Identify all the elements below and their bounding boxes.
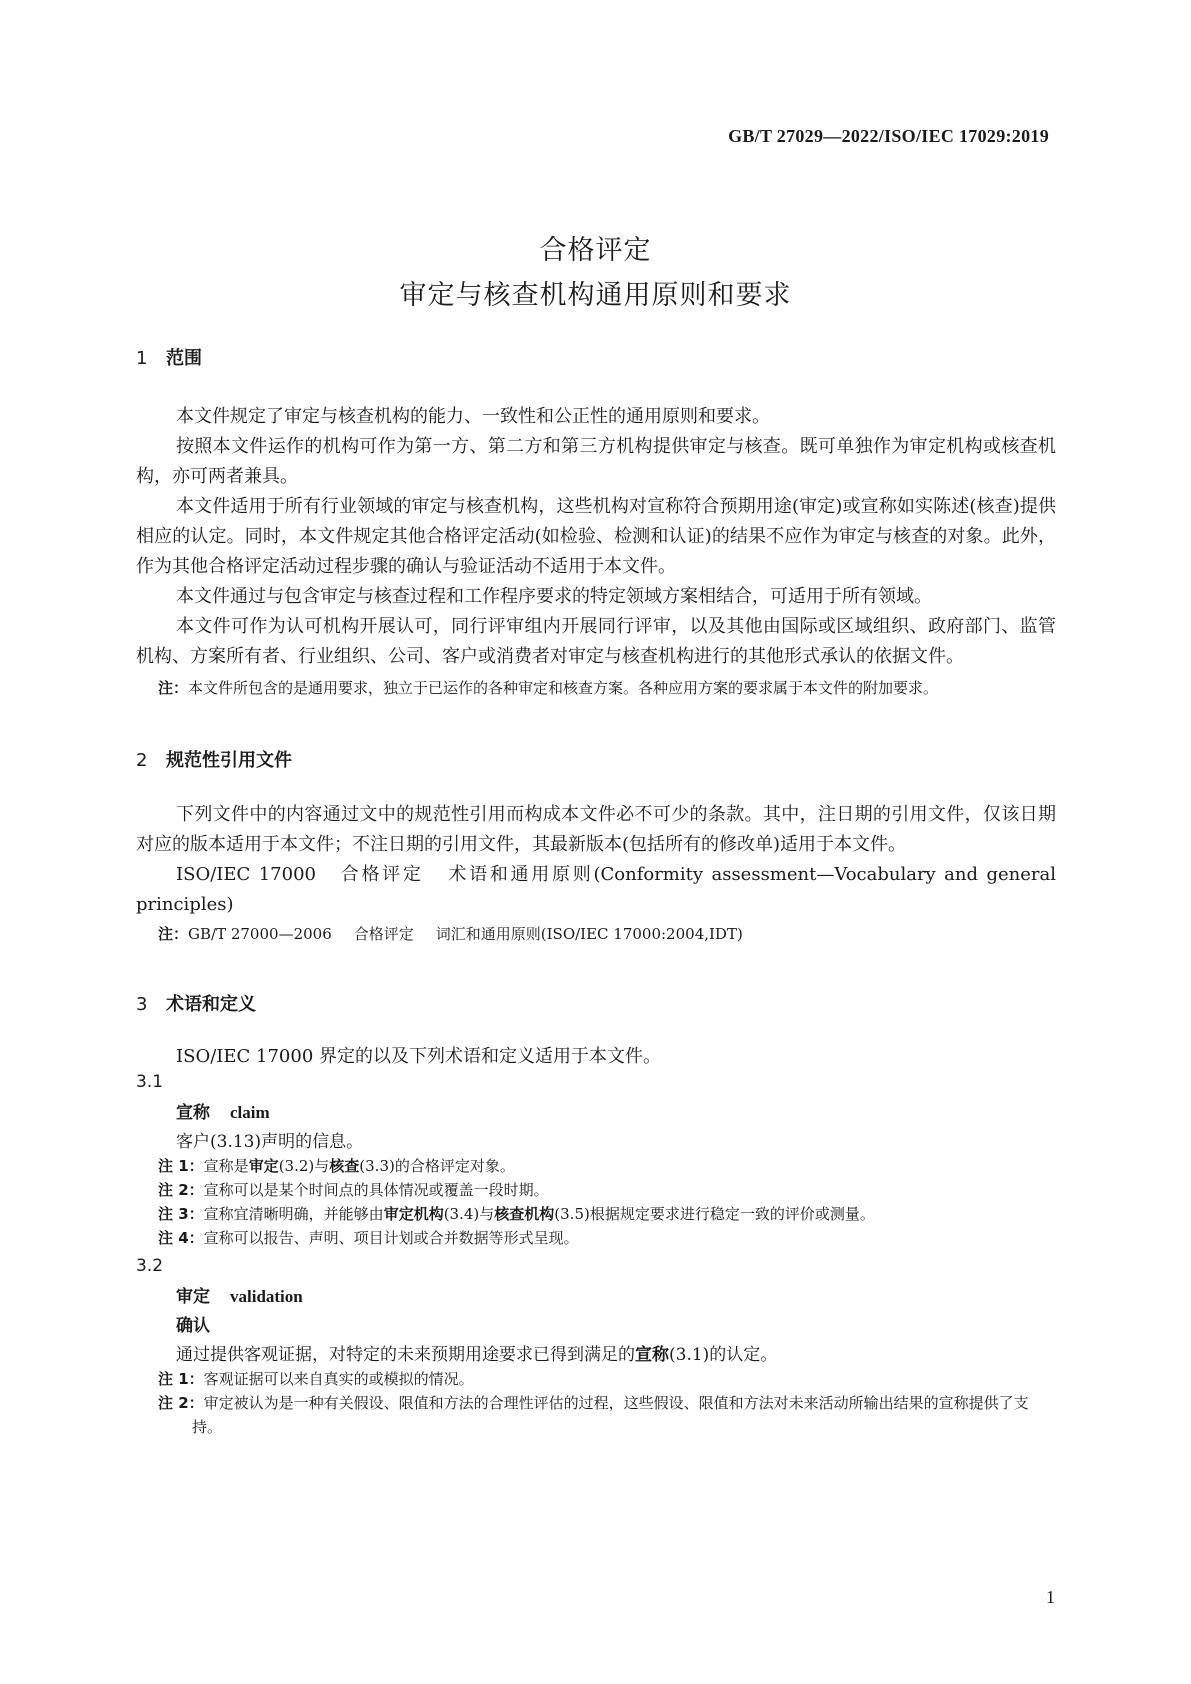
section-2-heading <box>136 746 1056 772</box>
definition: 通过提供客观证据，对特定的未来预期用途要求已得到满足的宣称(3.1)的认定。 <box>176 1345 778 1365</box>
note-label: 注： <box>158 925 189 943</box>
ref-title-cn: 合格评定 <box>338 864 424 885</box>
ref-code: ISO/IEC 17000 <box>176 864 316 885</box>
section-2-body <box>136 800 1056 946</box>
note: 注 1：客观证据可以来自真实的或模拟的情况。 <box>158 1370 474 1388</box>
note-label: 注： <box>158 679 189 697</box>
section-title: 术语和定义 <box>166 994 256 1015</box>
note <box>136 676 1056 700</box>
note: 注 2：审定被认为是一种有关假设、限值和方法的合理性评估的过程，这些假设、限值和方法对未来活动所输出结果的宣称提供了支持。 <box>158 1394 1029 1436</box>
paragraph: 下列文件中的内容通过文中的规范性引用而构成本文件必不可少的条款。其中，注日期的引用文件，仅该日期对应的版本适用于本文件；不注日期的引用文件，其最新版本(包括所有的修改单)适用于本文件。 <box>136 804 1056 855</box>
document-title-line1: 合格评定 <box>539 235 652 266</box>
paragraph: 按照本文件运作的机构可作为第一方、第二方和第三方机构提供审定与核查。既可单独作为审定机构或核查机构，亦可两者兼具。 <box>136 436 1056 487</box>
note: 注 1：宣称是审定(3.2)与核查(3.3)的合格评定对象。 <box>158 1157 515 1175</box>
term-entry <box>136 1282 1056 1307</box>
term-en: validation <box>230 1287 303 1306</box>
section-number: 2 <box>136 750 148 771</box>
section-1-heading <box>136 344 1056 370</box>
term-cn: 宣称 <box>176 1103 210 1123</box>
admitted-term: 确认 <box>176 1316 210 1336</box>
note: 注 4：宣称可以报告、声明、项目计划或合并数据等形式呈现。 <box>158 1229 579 1247</box>
section-3-body <box>136 1042 1056 1439</box>
note: 注 3：宣称宜清晰明确，并能够由审定机构(3.4)与核查机构(3.5)根据规定要求进行稳定一致的评价或测量。 <box>158 1205 875 1223</box>
section-number: 3 <box>136 994 148 1015</box>
standard-number: GB/T 27029—2022/ISO/IEC 17029:2019 <box>728 126 1049 146</box>
section-1-body <box>136 402 1056 700</box>
term-en: claim <box>230 1103 270 1122</box>
section-title: 规范性引用文件 <box>166 750 292 771</box>
paragraph: 本文件规定了审定与核查机构的能力、一致性和公正性的通用原则和要求。 <box>176 406 770 427</box>
document-title-line2: 审定与核查机构通用原则和要求 <box>399 280 792 311</box>
clause-number: 3.1 <box>136 1072 164 1092</box>
normative-reference <box>136 860 1056 920</box>
paragraph: 本文件适用于所有行业领域的审定与核查机构，这些机构对宣称符合预期用途(审定)或宣称如实陈述(核查)提供相应的认定。同时，本文件规定其他合格评定活动(如检验、检测和认证)的结果不应作为审定与核查的对象。此外，作为其他合格评定活动过程步骤的确认与验证活动不适用于本文件。 <box>136 496 1056 577</box>
clause-notes <box>136 1154 1056 1250</box>
section-number: 1 <box>136 348 148 369</box>
page-number: 1 <box>1046 1587 1055 1607</box>
note: 注 2：宣称可以是某个时间点的具体情况或覆盖一段时期。 <box>158 1181 549 1199</box>
term-entry <box>136 1098 1056 1123</box>
ref-title-en: (Conformity assessment—Vocabulary and general principles) <box>136 864 1056 915</box>
note-title: 合格评定 <box>353 925 414 943</box>
clause-notes <box>136 1367 1056 1439</box>
paragraph: 本文件可作为认可机构开展认可，同行评审组内开展同行评审，以及其他由国际或区域组织、政府部门、监管机构、方案所有者、行业组织、公司、客户或消费者对审定与核查机构进行的其他形式承认的依据文件。 <box>136 616 1056 667</box>
section-3-heading <box>136 990 1056 1016</box>
note-code: GB/T 27000—2006 <box>188 925 332 943</box>
note-text: 词汇和通用原则(ISO/IEC 17000:2004,IDT) <box>435 925 743 943</box>
note <box>136 922 1056 946</box>
clause-number: 3.2 <box>136 1256 164 1276</box>
ref-subtitle-cn: 术语和通用原则 <box>445 864 594 885</box>
paragraph: ISO/IEC 17000 界定的以及下列术语和定义适用于本文件。 <box>176 1046 661 1067</box>
definition: 客户(3.13)声明的信息。 <box>176 1132 364 1152</box>
section-title: 范围 <box>166 348 202 369</box>
note-text: 本文件所包含的是通用要求，独立于已运作的各种审定和核查方案。各种应用方案的要求属于本文件的附加要求。 <box>188 679 939 697</box>
paragraph: 本文件通过与包含审定与核查过程和工作程序要求的特定领域方案相结合，可适用于所有领域。 <box>176 586 932 607</box>
term-cn: 审定 <box>176 1287 210 1307</box>
